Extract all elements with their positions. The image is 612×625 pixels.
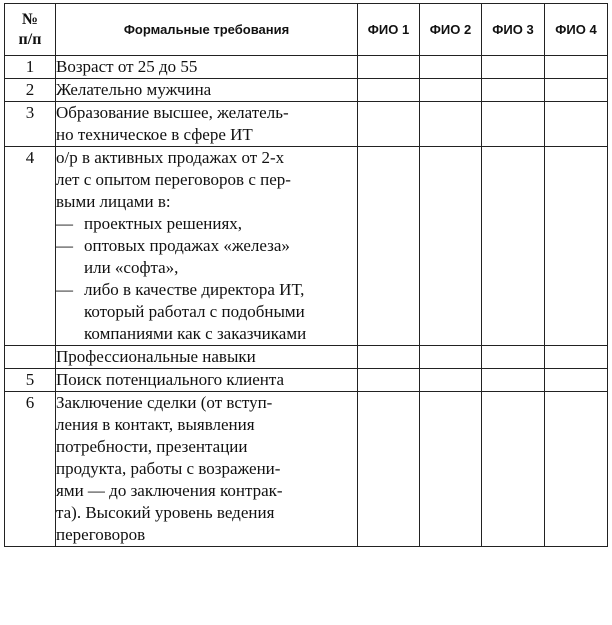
fio-2-cell[interactable] [420,346,482,369]
fio-1-cell[interactable] [358,79,420,102]
fio-2-cell[interactable] [420,79,482,102]
fio-4-cell[interactable] [545,369,608,392]
fio-3-cell[interactable] [482,79,545,102]
text-line: ления в контакт, выявления [56,415,255,434]
fio-4-cell[interactable] [545,346,608,369]
header-fio-2: ФИО 2 [420,4,482,56]
fio-4-cell[interactable] [545,147,608,346]
fio-2-cell[interactable] [420,369,482,392]
text-line: ями — до заключения контрак- [56,481,283,500]
fio-1-cell[interactable] [358,346,420,369]
text-line: компаниями как с заказчиками [84,324,307,343]
text-line: который работал с подобными [84,302,305,321]
dash-marker: — [56,236,73,255]
fio-4-cell[interactable] [545,56,608,79]
requirement-text [56,392,358,547]
table-row [5,56,608,79]
row-number: 1 [5,56,56,79]
text-line: Желательно мужчина [56,80,212,99]
table-row [5,79,608,102]
text-line: Профессиональные навыки [56,347,256,366]
requirement-text [56,102,358,147]
table-row [5,369,608,392]
text-line: или «софта», [84,258,179,277]
header-number [5,4,56,56]
row-number: 3 [5,102,56,147]
header-number-symbol: № [21,10,39,28]
text-line: переговоров [56,525,146,544]
fio-2-cell[interactable] [420,147,482,346]
fio-4-cell[interactable] [545,79,608,102]
row-number: 6 [5,392,56,547]
header-fio-4: ФИО 4 [545,4,608,56]
row-number: 4 [5,147,56,346]
row-number: 5 [5,369,56,392]
header-fio-1: ФИО 1 [358,4,420,56]
fio-2-cell[interactable] [420,56,482,79]
header-number-abbr: п/п [18,30,42,48]
fio-4-cell[interactable] [545,102,608,147]
fio-1-cell[interactable] [358,56,420,79]
header-row [5,4,608,56]
text-line: оптовых продажах «железа» [84,236,290,255]
section-title [56,346,358,369]
fio-1-cell[interactable] [358,369,420,392]
row-number: 2 [5,79,56,102]
table-row [5,102,608,147]
fio-3-cell[interactable] [482,369,545,392]
fio-4-cell[interactable] [545,392,608,547]
header-fio-3: ФИО 3 [482,4,545,56]
text-line: Образование высшее, желатель- [56,103,289,122]
text-line: лет с опытом переговоров с пер- [56,170,291,189]
header-requirements: Формальные требования [56,4,358,56]
text-line: о/р в активных продажах от 2-х [56,148,285,167]
text-line: Поиск потенциального клиента [56,370,285,389]
text-line: проектных решениях, [84,214,243,233]
fio-2-cell[interactable] [420,102,482,147]
text-line: продукта, работы с возражени- [56,459,281,478]
bullet-item [56,213,357,235]
text-line: но техническое в сфере ИТ [56,125,253,144]
fio-3-cell[interactable] [482,147,545,346]
requirement-text [56,56,358,79]
text-line: выми лицами в: [56,192,171,211]
fio-3-cell[interactable] [482,102,545,147]
row-number [5,346,56,369]
requirement-text [56,79,358,102]
table-row [5,392,608,547]
requirement-text [56,147,358,346]
fio-3-cell[interactable] [482,346,545,369]
fio-1-cell[interactable] [358,392,420,547]
requirements-table [4,3,608,547]
table-row [5,147,608,346]
text-line: Заключение сделки (от вступ- [56,393,273,412]
bullet-item [56,279,357,345]
fio-1-cell[interactable] [358,102,420,147]
dash-marker: — [56,280,73,299]
fio-2-cell[interactable] [420,392,482,547]
text-line: либо в качестве директора ИТ, [84,280,305,299]
bullet-item [56,235,357,279]
fio-3-cell[interactable] [482,56,545,79]
fio-3-cell[interactable] [482,392,545,547]
dash-marker: — [56,214,73,233]
text-line: Возраст от 25 до 55 [56,57,198,76]
text-line: та). Высокий уровень ведения [56,503,275,522]
text-line: потребности, презентации [56,437,248,456]
section-row [5,346,608,369]
requirement-text [56,369,358,392]
fio-1-cell[interactable] [358,147,420,346]
